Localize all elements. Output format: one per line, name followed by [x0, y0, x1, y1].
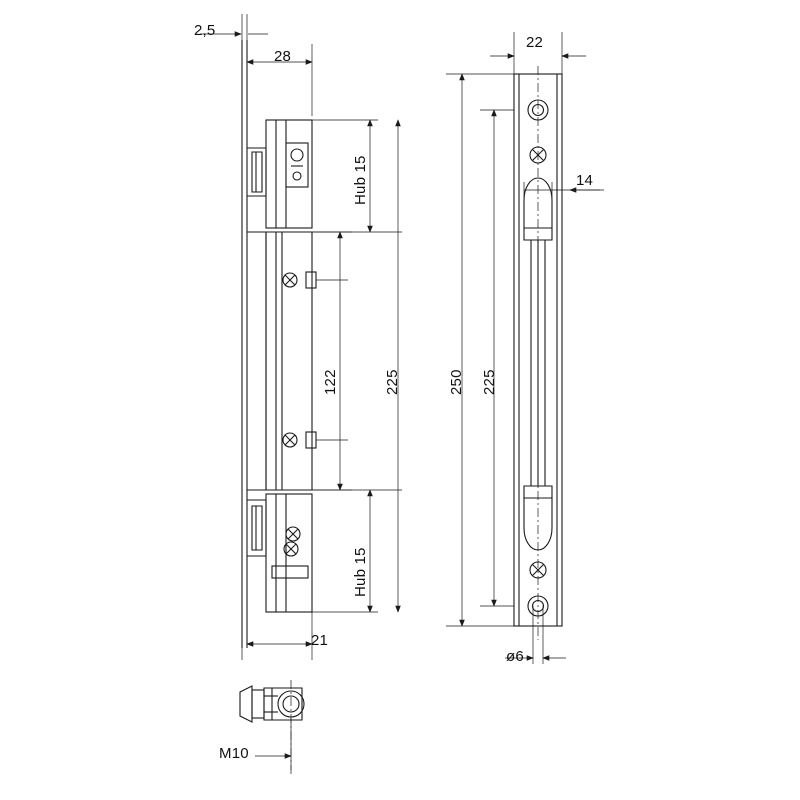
- dim-label-225-left: 225: [384, 369, 401, 395]
- dim-label-22: 22: [526, 34, 544, 51]
- dim-label-d6: ø6: [506, 648, 524, 665]
- dim-label-225-right: 225: [481, 369, 498, 395]
- dim-label-250: 250: [448, 369, 465, 395]
- left-faceplate-strip: [242, 40, 247, 648]
- dim-label-hub-bottom: Hub 15: [352, 547, 369, 597]
- centre-lines: [291, 66, 538, 776]
- left-bolt-guides: [306, 272, 316, 448]
- dim-label-hub-top: Hub 15: [352, 155, 369, 205]
- left-lower-block: [247, 494, 312, 612]
- left-lock-case: [247, 232, 312, 490]
- dim-label-2-5: 2,5: [194, 22, 216, 39]
- dimension-lines: [200, 14, 604, 770]
- left-case-screws: [283, 273, 297, 447]
- dim-label-14: 14: [576, 172, 594, 189]
- detail-bolt-assembly: [240, 686, 304, 722]
- dim-label-28: 28: [274, 48, 292, 65]
- dim-label-21: 21: [311, 632, 329, 649]
- dim-label-m10: M10: [219, 745, 249, 762]
- dim-label-122: 122: [322, 369, 339, 395]
- left-upper-block: [247, 120, 312, 228]
